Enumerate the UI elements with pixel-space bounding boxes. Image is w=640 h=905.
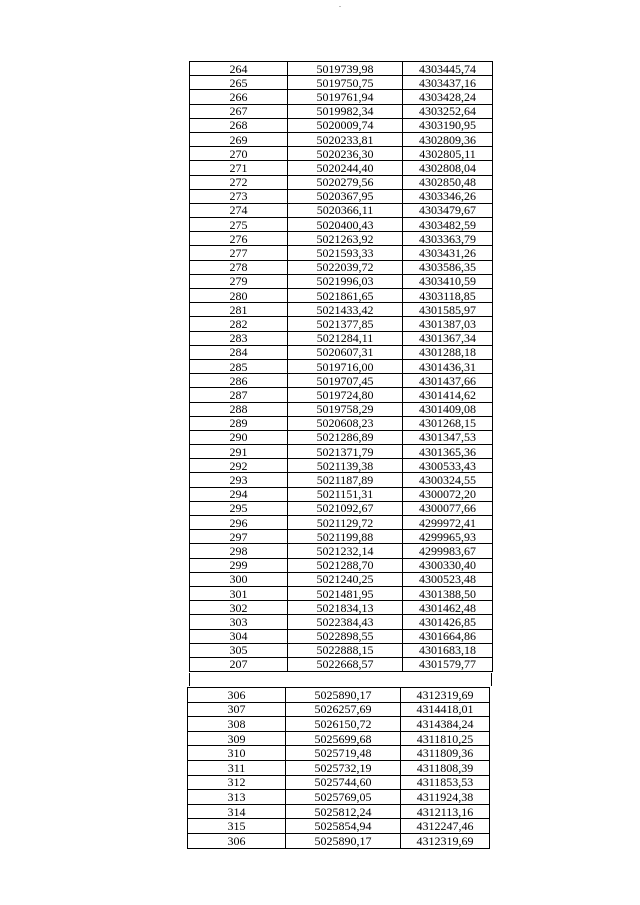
point-number-cell: 275 (190, 218, 288, 232)
table-row (190, 132, 493, 146)
point-number-cell: 312 (188, 775, 286, 790)
x-coordinate-cell: 5021263,92 (288, 232, 403, 246)
point-number-cell: 303 (190, 615, 288, 629)
point-number-cell: 282 (190, 317, 288, 331)
y-coordinate-cell: 4301437,66 (403, 374, 493, 388)
point-number-cell: 207 (190, 657, 288, 671)
point-number-cell: 268 (190, 118, 288, 132)
point-number-cell: 264 (190, 62, 288, 76)
x-coordinate-cell: 5025854,94 (286, 819, 401, 834)
point-number-cell: 266 (190, 90, 288, 104)
y-coordinate-cell: 4303363,79 (403, 232, 493, 246)
point-number-cell: 279 (190, 274, 288, 288)
x-coordinate-cell: 5025812,24 (286, 804, 401, 819)
x-coordinate-cell: 5025719,48 (286, 746, 401, 761)
table-row (188, 775, 490, 790)
point-number-cell: 272 (190, 175, 288, 189)
y-coordinate-cell: 4314418,01 (401, 702, 490, 717)
y-coordinate-cell: 4303252,64 (403, 104, 493, 118)
y-coordinate-cell: 4300330,40 (403, 558, 493, 572)
point-number-cell: 281 (190, 303, 288, 317)
table-row (190, 643, 493, 657)
table-row (190, 544, 493, 558)
point-number-cell: 274 (190, 203, 288, 217)
point-number-cell: 271 (190, 161, 288, 175)
x-coordinate-cell: 5021288,70 (288, 558, 403, 572)
y-coordinate-cell: 4303428,24 (403, 90, 493, 104)
point-number-cell: 267 (190, 104, 288, 118)
x-coordinate-cell: 5021129,72 (288, 516, 403, 530)
y-coordinate-cell: 4303586,35 (403, 260, 493, 274)
table-row (190, 416, 493, 430)
table-row (190, 558, 493, 572)
y-coordinate-cell: 4299983,67 (403, 544, 493, 558)
table-row (190, 203, 493, 217)
coordinates-table-1 (189, 61, 493, 672)
x-coordinate-cell: 5022888,15 (288, 643, 403, 657)
table-row (190, 118, 493, 132)
table-row (190, 359, 493, 373)
point-number-cell: 313 (188, 790, 286, 805)
point-number-cell: 298 (190, 544, 288, 558)
table-row (190, 175, 493, 189)
y-coordinate-cell: 4302808,04 (403, 161, 493, 175)
table-row (190, 90, 493, 104)
table-row (190, 388, 493, 402)
x-coordinate-cell: 5025890,17 (286, 833, 401, 848)
point-number-cell: 297 (190, 530, 288, 544)
point-number-cell: 301 (190, 586, 288, 600)
y-coordinate-cell: 4303410,59 (403, 274, 493, 288)
coordinates-table-2-body (188, 688, 490, 849)
x-coordinate-cell: 5022668,57 (288, 657, 403, 671)
point-number-cell: 310 (188, 746, 286, 761)
point-number-cell: 300 (190, 572, 288, 586)
y-coordinate-cell: 4301664,86 (403, 629, 493, 643)
y-coordinate-cell: 4301414,62 (403, 388, 493, 402)
x-coordinate-cell: 5021284,11 (288, 331, 403, 345)
y-coordinate-cell: 4314384,24 (401, 717, 490, 732)
x-coordinate-cell: 5021593,33 (288, 246, 403, 260)
table-row (190, 331, 493, 345)
point-number-cell: 314 (188, 804, 286, 819)
y-coordinate-cell: 4303482,59 (403, 218, 493, 232)
y-coordinate-cell: 4300533,43 (403, 459, 493, 473)
table-row (188, 746, 490, 761)
point-number-cell: 295 (190, 501, 288, 515)
x-coordinate-cell: 5020367,95 (288, 189, 403, 203)
y-coordinate-cell: 4299972,41 (403, 516, 493, 530)
table-row (190, 260, 493, 274)
x-coordinate-cell: 5019758,29 (288, 402, 403, 416)
table-row (188, 804, 490, 819)
table-row (190, 62, 493, 76)
table-row (188, 819, 490, 834)
table-row (190, 586, 493, 600)
point-number-cell: 315 (188, 819, 286, 834)
point-number-cell: 311 (188, 760, 286, 775)
x-coordinate-cell: 5021286,89 (288, 430, 403, 444)
table-row (188, 717, 490, 732)
y-coordinate-cell: 4303118,85 (403, 289, 493, 303)
point-number-cell: 273 (190, 189, 288, 203)
table-row (190, 473, 493, 487)
point-number-cell: 277 (190, 246, 288, 260)
table-row (190, 246, 493, 260)
table-row (190, 147, 493, 161)
table-row (188, 731, 490, 746)
y-coordinate-cell: 4300077,66 (403, 501, 493, 515)
x-coordinate-cell: 5019707,45 (288, 374, 403, 388)
coordinates-table-1-body (190, 62, 493, 672)
y-coordinate-cell: 4301268,15 (403, 416, 493, 430)
y-coordinate-cell: 4312113,16 (401, 804, 490, 819)
x-coordinate-cell: 5020607,31 (288, 345, 403, 359)
y-coordinate-cell: 4302850,48 (403, 175, 493, 189)
x-coordinate-cell: 5020236,30 (288, 147, 403, 161)
table-row (190, 218, 493, 232)
x-coordinate-cell: 5025769,05 (286, 790, 401, 805)
x-coordinate-cell: 5020608,23 (288, 416, 403, 430)
x-coordinate-cell: 5021240,25 (288, 572, 403, 586)
table-row (190, 501, 493, 515)
point-number-cell: 305 (190, 643, 288, 657)
point-number-cell: 269 (190, 132, 288, 146)
table-row (190, 445, 493, 459)
x-coordinate-cell: 5025744,60 (286, 775, 401, 790)
table-row (188, 760, 490, 775)
point-number-cell: 289 (190, 416, 288, 430)
y-coordinate-cell: 4299965,93 (403, 530, 493, 544)
x-coordinate-cell: 5025699,68 (286, 731, 401, 746)
x-coordinate-cell: 5020400,43 (288, 218, 403, 232)
y-coordinate-cell: 4303445,74 (403, 62, 493, 76)
table-row (190, 615, 493, 629)
table-row (190, 104, 493, 118)
point-number-cell: 306 (188, 833, 286, 848)
x-coordinate-cell: 5021092,67 (288, 501, 403, 515)
table-row (190, 274, 493, 288)
y-coordinate-cell: 4301585,97 (403, 303, 493, 317)
y-coordinate-cell: 4301367,34 (403, 331, 493, 345)
x-coordinate-cell: 5021433,42 (288, 303, 403, 317)
x-coordinate-cell: 5020009,74 (288, 118, 403, 132)
y-coordinate-cell: 4312319,69 (401, 688, 490, 703)
x-coordinate-cell: 5025732,19 (286, 760, 401, 775)
y-coordinate-cell: 4301426,85 (403, 615, 493, 629)
x-coordinate-cell: 5021199,88 (288, 530, 403, 544)
point-number-cell: 265 (190, 76, 288, 90)
table-row (190, 430, 493, 444)
x-coordinate-cell: 5021187,89 (288, 473, 403, 487)
point-number-cell: 308 (188, 717, 286, 732)
x-coordinate-cell: 5022898,55 (288, 629, 403, 643)
table-row (190, 345, 493, 359)
point-number-cell: 306 (188, 688, 286, 703)
y-coordinate-cell: 4311809,36 (401, 746, 490, 761)
table-row (190, 374, 493, 388)
point-number-cell: 291 (190, 445, 288, 459)
point-number-cell: 276 (190, 232, 288, 246)
y-coordinate-cell: 4301387,03 (403, 317, 493, 331)
x-coordinate-cell: 5021861,65 (288, 289, 403, 303)
point-number-cell: 270 (190, 147, 288, 161)
table-row (190, 572, 493, 586)
table-separator (189, 673, 492, 686)
point-number-cell: 288 (190, 402, 288, 416)
y-coordinate-cell: 4301365,36 (403, 445, 493, 459)
x-coordinate-cell: 5022384,43 (288, 615, 403, 629)
table-row (190, 232, 493, 246)
table-row (188, 833, 490, 848)
point-number-cell: 302 (190, 601, 288, 615)
point-number-cell: 280 (190, 289, 288, 303)
table-row (190, 459, 493, 473)
y-coordinate-cell: 4303190,95 (403, 118, 493, 132)
x-coordinate-cell: 5021481,95 (288, 586, 403, 600)
x-coordinate-cell: 5019739,98 (288, 62, 403, 76)
x-coordinate-cell: 5020244,40 (288, 161, 403, 175)
point-number-cell: 283 (190, 331, 288, 345)
table-row (190, 161, 493, 175)
point-number-cell: 307 (188, 702, 286, 717)
x-coordinate-cell: 5021232,14 (288, 544, 403, 558)
point-number-cell: 284 (190, 345, 288, 359)
y-coordinate-cell: 4311810,25 (401, 731, 490, 746)
point-number-cell: 287 (190, 388, 288, 402)
table-row (190, 289, 493, 303)
x-coordinate-cell: 5026150,72 (286, 717, 401, 732)
y-coordinate-cell: 4303431,26 (403, 246, 493, 260)
y-coordinate-cell: 4312319,69 (401, 833, 490, 848)
x-coordinate-cell: 5019724,80 (288, 388, 403, 402)
table-row (190, 516, 493, 530)
point-number-cell: 294 (190, 487, 288, 501)
x-coordinate-cell: 5019716,00 (288, 359, 403, 373)
point-number-cell: 292 (190, 459, 288, 473)
point-number-cell: 290 (190, 430, 288, 444)
x-coordinate-cell: 5021371,79 (288, 445, 403, 459)
y-coordinate-cell: 4301579,77 (403, 657, 493, 671)
table-row (190, 402, 493, 416)
x-coordinate-cell: 5021996,03 (288, 274, 403, 288)
x-coordinate-cell: 5021377,85 (288, 317, 403, 331)
table-row (190, 76, 493, 90)
point-number-cell: 286 (190, 374, 288, 388)
x-coordinate-cell: 5019750,75 (288, 76, 403, 90)
table-row (190, 189, 493, 203)
table-row (188, 790, 490, 805)
y-coordinate-cell: 4301388,50 (403, 586, 493, 600)
point-number-cell: 285 (190, 359, 288, 373)
y-coordinate-cell: 4301436,31 (403, 359, 493, 373)
table-row (190, 530, 493, 544)
y-coordinate-cell: 4311853,53 (401, 775, 490, 790)
x-coordinate-cell: 5020366,11 (288, 203, 403, 217)
y-coordinate-cell: 4311924,38 (401, 790, 490, 805)
y-coordinate-cell: 4301683,18 (403, 643, 493, 657)
y-coordinate-cell: 4301462,48 (403, 601, 493, 615)
table-row (190, 303, 493, 317)
table-row (190, 601, 493, 615)
point-number-cell: 304 (190, 629, 288, 643)
y-coordinate-cell: 4300523,48 (403, 572, 493, 586)
y-coordinate-cell: 4301409,08 (403, 402, 493, 416)
y-coordinate-cell: 4302809,36 (403, 132, 493, 146)
y-coordinate-cell: 4300072,20 (403, 487, 493, 501)
y-coordinate-cell: 4303346,26 (403, 189, 493, 203)
table-row (190, 487, 493, 501)
y-coordinate-cell: 4311808,39 (401, 760, 490, 775)
x-coordinate-cell: 5019982,34 (288, 104, 403, 118)
table-row (188, 688, 490, 703)
x-coordinate-cell: 5025890,17 (286, 688, 401, 703)
x-coordinate-cell: 5021834,13 (288, 601, 403, 615)
point-number-cell: 293 (190, 473, 288, 487)
point-number-cell: 278 (190, 260, 288, 274)
x-coordinate-cell: 5021139,38 (288, 459, 403, 473)
y-coordinate-cell: 4303479,67 (403, 203, 493, 217)
coordinates-table-2 (187, 687, 490, 849)
y-coordinate-cell: 4300324,55 (403, 473, 493, 487)
x-coordinate-cell: 5021151,31 (288, 487, 403, 501)
scan-mark (339, 6, 341, 7)
y-coordinate-cell: 4312247,46 (401, 819, 490, 834)
x-coordinate-cell: 5020233,81 (288, 132, 403, 146)
point-number-cell: 309 (188, 731, 286, 746)
x-coordinate-cell: 5019761,94 (288, 90, 403, 104)
x-coordinate-cell: 5022039,72 (288, 260, 403, 274)
table-row (190, 317, 493, 331)
x-coordinate-cell: 5020279,56 (288, 175, 403, 189)
point-number-cell: 296 (190, 516, 288, 530)
y-coordinate-cell: 4301347,53 (403, 430, 493, 444)
y-coordinate-cell: 4302805,11 (403, 147, 493, 161)
table-row (190, 629, 493, 643)
table-row (190, 657, 493, 671)
y-coordinate-cell: 4301288,18 (403, 345, 493, 359)
point-number-cell: 299 (190, 558, 288, 572)
x-coordinate-cell: 5026257,69 (286, 702, 401, 717)
table-row (188, 702, 490, 717)
y-coordinate-cell: 4303437,16 (403, 76, 493, 90)
